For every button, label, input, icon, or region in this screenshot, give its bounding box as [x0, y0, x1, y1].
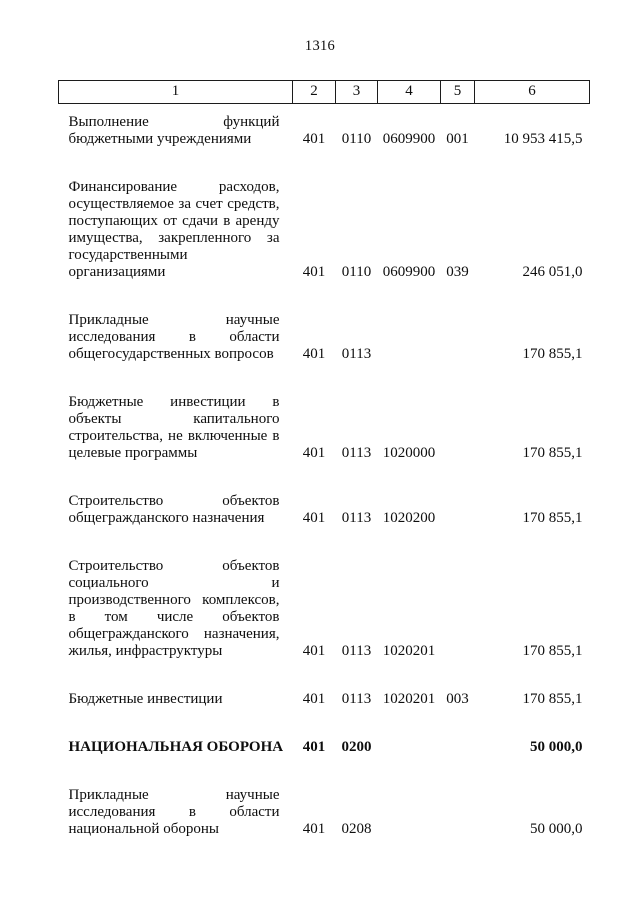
row-code-col5: [441, 708, 475, 756]
row-code-col2: 401: [302, 643, 326, 659]
page-number: 1316: [304, 38, 336, 54]
row-code-col2: 401: [302, 739, 326, 755]
row-amount: 246 051,0: [522, 264, 583, 280]
row-code-col4: [378, 756, 441, 838]
row-code-col4: [378, 708, 441, 756]
table-row: [59, 104, 590, 149]
row-code-col5: [441, 462, 475, 527]
row-amount: 170 855,1: [522, 643, 583, 659]
table-header: [59, 81, 590, 104]
row-code-col4: 1020200: [382, 510, 436, 526]
row-amount: 170 855,1: [522, 346, 583, 362]
table-row: [59, 527, 590, 660]
table-row: [59, 148, 590, 281]
row-title: Бюджетные инвестиции в объекты капитального строительства, не включенные в целевые программы: [68, 394, 280, 461]
table-row: [59, 756, 590, 838]
row-code-col2: 401: [302, 510, 326, 526]
column-header-5: 5: [441, 81, 475, 104]
row-amount: 10 953 415,5: [503, 131, 583, 147]
row-amount: 50 000,0: [530, 739, 583, 755]
row-code-col5: 003: [446, 691, 469, 707]
row-amount: 170 855,1: [522, 445, 583, 461]
table-row: [59, 462, 590, 527]
row-code-col3: 0113: [341, 691, 372, 707]
row-code-col4: [378, 281, 441, 363]
row-title: Прикладные научные исследования в области национальной обороны: [68, 787, 280, 837]
column-header-4: 4: [378, 81, 441, 104]
table-row: [59, 281, 590, 363]
table-header-row: [59, 81, 590, 104]
row-code-col5: [441, 363, 475, 462]
row-code-col5: [441, 756, 475, 838]
row-code-col4: 1020000: [382, 445, 436, 461]
row-code-col5: 001: [446, 131, 469, 147]
row-code-col2: 401: [302, 264, 326, 280]
row-code-col3: 0113: [341, 445, 372, 461]
row-title: НАЦИОНАЛЬНАЯ ОБОРОНА: [68, 739, 284, 755]
column-header-6: 6: [475, 81, 590, 104]
row-title: Прикладные научные исследования в области общегосударственных вопросов: [68, 312, 280, 362]
column-header-1: 1: [59, 81, 293, 104]
row-code-col5: 039: [446, 264, 469, 280]
budget-table: [58, 80, 590, 838]
row-amount: 170 855,1: [522, 691, 583, 707]
column-header-3: 3: [336, 81, 378, 104]
row-title: Выполнение функций бюджетными учреждениями: [68, 114, 280, 147]
row-code-col4: 1020201: [382, 643, 436, 659]
row-amount: 170 855,1: [522, 510, 583, 526]
row-code-col3: 0113: [341, 643, 372, 659]
table-body: [59, 104, 590, 839]
row-code-col3: 0113: [341, 510, 372, 526]
row-code-col2: 401: [302, 131, 326, 147]
table-row: [59, 708, 590, 756]
row-code-col3: 0113: [341, 346, 372, 362]
row-code-col2: 401: [302, 346, 326, 362]
row-code-col4: 1020201: [382, 691, 436, 707]
row-code-col3: 0208: [341, 821, 372, 837]
row-amount: 50 000,0: [530, 821, 583, 837]
table-row: [59, 660, 590, 708]
row-title: Строительство объектов социального и производственного комплексов, в том числе объектов общегражданского назначения, жилья, инфраструктуры: [68, 558, 280, 659]
row-code-col2: 401: [302, 691, 326, 707]
row-code-col3: 0200: [341, 739, 372, 755]
row-code-col3: 0110: [341, 131, 372, 147]
row-code-col2: 401: [302, 821, 326, 837]
row-code-col5: [441, 281, 475, 363]
row-title: Бюджетные инвестиции: [68, 691, 223, 707]
column-header-2: 2: [293, 81, 336, 104]
row-code-col5: [441, 527, 475, 660]
row-code-col4: 0609900: [382, 264, 436, 280]
row-title: Строительство объектов общегражданского назначения: [68, 493, 280, 526]
row-code-col3: 0110: [341, 264, 372, 280]
row-code-col2: 401: [302, 445, 326, 461]
row-code-col4: 0609900: [382, 131, 436, 147]
table-row: [59, 363, 590, 462]
row-title: Финансирование расходов, осуществляемое за счет средств, поступающих от сдачи в аренду имущества, закрепленного за государственными организациями: [68, 179, 280, 280]
